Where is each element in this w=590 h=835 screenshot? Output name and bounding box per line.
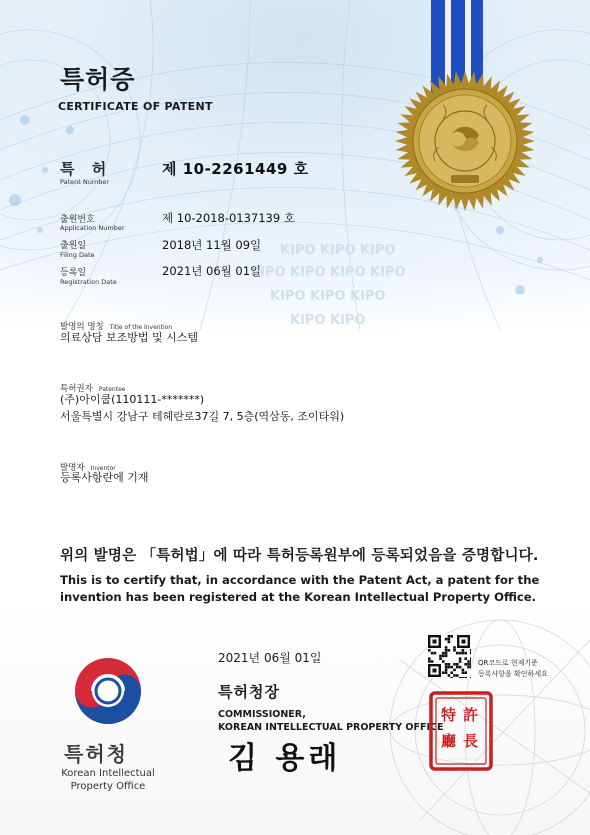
- qr-module: [470, 652, 471, 655]
- qr-code[interactable]: [427, 634, 471, 678]
- qr-module: [462, 677, 465, 678]
- qr-module: [434, 652, 437, 655]
- qr-module: [462, 649, 465, 652]
- inventor-label: 발명자: [60, 463, 85, 473]
- qr-module: [470, 666, 471, 669]
- qr-module: [448, 663, 451, 666]
- qr-module: [445, 655, 448, 658]
- qr-module: [445, 649, 448, 652]
- gold-seal: [390, 66, 540, 216]
- qr-module: [442, 660, 445, 663]
- seal-char: 特: [441, 706, 457, 724]
- seal-char: 許: [463, 706, 479, 724]
- qr-module: [448, 635, 451, 638]
- registration-date-label-en: Registration Date: [60, 278, 117, 286]
- qr-module: [464, 657, 467, 660]
- invention-title-value: 의료상담 보조방법 및 시스템: [60, 331, 199, 344]
- qr-module: [445, 638, 448, 641]
- certification-statement-ko: 위의 발명은 「특허법」에 따라 특허등록원부에 등록되었음을 증명합니다.: [60, 548, 539, 564]
- watermark-text: KIPO: [320, 243, 356, 258]
- qr-module: [453, 674, 456, 677]
- filing-date-label-en: Filing Date: [60, 251, 95, 259]
- inventor-label-en: Inventor: [90, 465, 116, 472]
- certification-statement-en: This is to certify that, in accordance with the Patent Act, a patent for the invention has been registered at the Korean Intellectual Property Office.: [60, 573, 540, 604]
- commissioner-title: 특허청장: [218, 683, 280, 701]
- watermark-text: KIPO: [330, 313, 366, 328]
- qr-module: [459, 660, 462, 663]
- patentee-name: (주)아이쿱(110111-*******): [60, 393, 205, 406]
- qr-module: [456, 666, 459, 669]
- qr-module: [439, 655, 442, 658]
- filing-date-value: 2018년 11월 09일: [162, 238, 262, 252]
- qr-module: [467, 663, 470, 666]
- invention-title-label: 발명의 명칭: [60, 322, 104, 332]
- qr-module: [428, 649, 431, 652]
- watermark-text: KIPO: [250, 265, 286, 280]
- seal-char: 廳: [441, 732, 457, 750]
- qr-module: [450, 666, 453, 669]
- qr-module: [448, 649, 451, 652]
- issue-date: 2021년 06월 01일: [218, 651, 322, 665]
- qr-module: [462, 671, 465, 674]
- commissioner-title-en: [218, 708, 443, 734]
- qr-module: [459, 677, 462, 678]
- watermark-text: KIPO: [290, 313, 326, 328]
- qr-module: [456, 663, 459, 666]
- qr-module: [464, 671, 467, 674]
- qr-module: [470, 663, 471, 666]
- qr-module: [459, 666, 462, 669]
- signature: 김 용래: [228, 741, 342, 776]
- qr-module: [445, 646, 448, 649]
- watermark-text: KIPO: [370, 265, 406, 280]
- document-title-en: CERTIFICATE OF PATENT: [58, 100, 213, 113]
- registration-date-label: 등록일: [60, 268, 87, 278]
- qr-module: [467, 660, 470, 663]
- qr-module: [448, 674, 451, 677]
- qr-module: [431, 652, 434, 655]
- qr-module: [470, 657, 471, 660]
- watermark-text: KIPO: [280, 243, 316, 258]
- qr-module: [445, 671, 448, 674]
- patent-number-label-en: Patent Number: [60, 178, 110, 186]
- document-title: 특허증: [60, 65, 136, 94]
- qr-module: [428, 660, 431, 663]
- qr-module: [462, 652, 465, 655]
- watermark-text: KIPO: [270, 289, 306, 304]
- qr-module: [464, 652, 467, 655]
- application-number-value: 제 10-2018-0137139 호: [162, 211, 295, 225]
- qr-module: [442, 671, 445, 674]
- office-name-en-line1: Korean Intellectual: [61, 768, 155, 779]
- office-name-en: [56, 767, 160, 793]
- watermark-text: KIPO: [330, 265, 366, 280]
- patentee-label-en: Patentee: [98, 386, 126, 393]
- qr-module: [445, 666, 448, 669]
- filing-date-label: 출원일: [60, 241, 87, 251]
- qr-module: [428, 657, 431, 660]
- watermark-text: KIPO: [310, 289, 346, 304]
- qr-module: [442, 655, 445, 658]
- watermark-text: KIPO: [360, 243, 396, 258]
- watermark-text: KIPO: [350, 289, 386, 304]
- qr-module: [459, 652, 462, 655]
- qr-module: [464, 677, 467, 678]
- office-name: 특허청: [64, 742, 128, 766]
- qr-module: [448, 641, 451, 644]
- patent-number-label: 특 허: [60, 160, 113, 178]
- qr-module: [448, 666, 451, 669]
- qr-module: [470, 660, 471, 663]
- qr-module: [470, 677, 471, 678]
- seal-char: 長: [463, 732, 479, 750]
- kipo-logo: [72, 655, 144, 727]
- qr-note-line2: 등록사항을 확인하세요: [478, 670, 548, 678]
- qr-module: [442, 652, 445, 655]
- registration-date-value: 2021년 06월 01일: [162, 264, 262, 278]
- patentee-address: 서울특별시 강남구 테헤란로37길 7, 5층(역삼동, 조이타워): [60, 410, 345, 423]
- qr-module: [456, 652, 459, 655]
- inventor-value: 등록사항란에 기재: [60, 471, 149, 484]
- qr-module: [459, 657, 462, 660]
- qr-module: [453, 646, 456, 649]
- application-number-label-en: Application Number: [60, 224, 125, 232]
- qr-module: [456, 674, 459, 677]
- qr-module: [464, 663, 467, 666]
- official-stamp: [428, 690, 494, 772]
- qr-module: [445, 652, 448, 655]
- qr-module: [450, 671, 453, 674]
- qr-note: [478, 658, 568, 680]
- commissioner-title-en-line1: COMMISSIONER,: [218, 709, 306, 720]
- qr-module: [450, 635, 453, 638]
- qr-module: [453, 649, 456, 652]
- qr-module: [448, 638, 451, 641]
- office-name-en-line2: Property Office: [70, 781, 146, 792]
- qr-module: [445, 669, 448, 672]
- qr-module: [431, 660, 434, 663]
- qr-module: [439, 657, 442, 660]
- patentee-label: 특허권자: [60, 384, 93, 394]
- patent-number-value: 제 10-2261449 호: [162, 160, 309, 178]
- qr-module: [470, 649, 471, 652]
- qr-module: [450, 677, 453, 678]
- application-number-label: 출원번호: [60, 215, 95, 225]
- invention-title-label-en: Title of the Invention: [109, 324, 173, 331]
- qr-module: [462, 669, 465, 672]
- qr-note-line1: QR코드로 현재기준: [478, 659, 538, 667]
- qr-module: [453, 669, 456, 672]
- commissioner-title-en-line2: KOREAN INTELLECTUAL PROPERTY OFFICE: [218, 722, 444, 733]
- qr-module: [467, 666, 470, 669]
- watermark-text: KIPO: [290, 265, 326, 280]
- qr-module: [445, 663, 448, 666]
- qr-module: [453, 663, 456, 666]
